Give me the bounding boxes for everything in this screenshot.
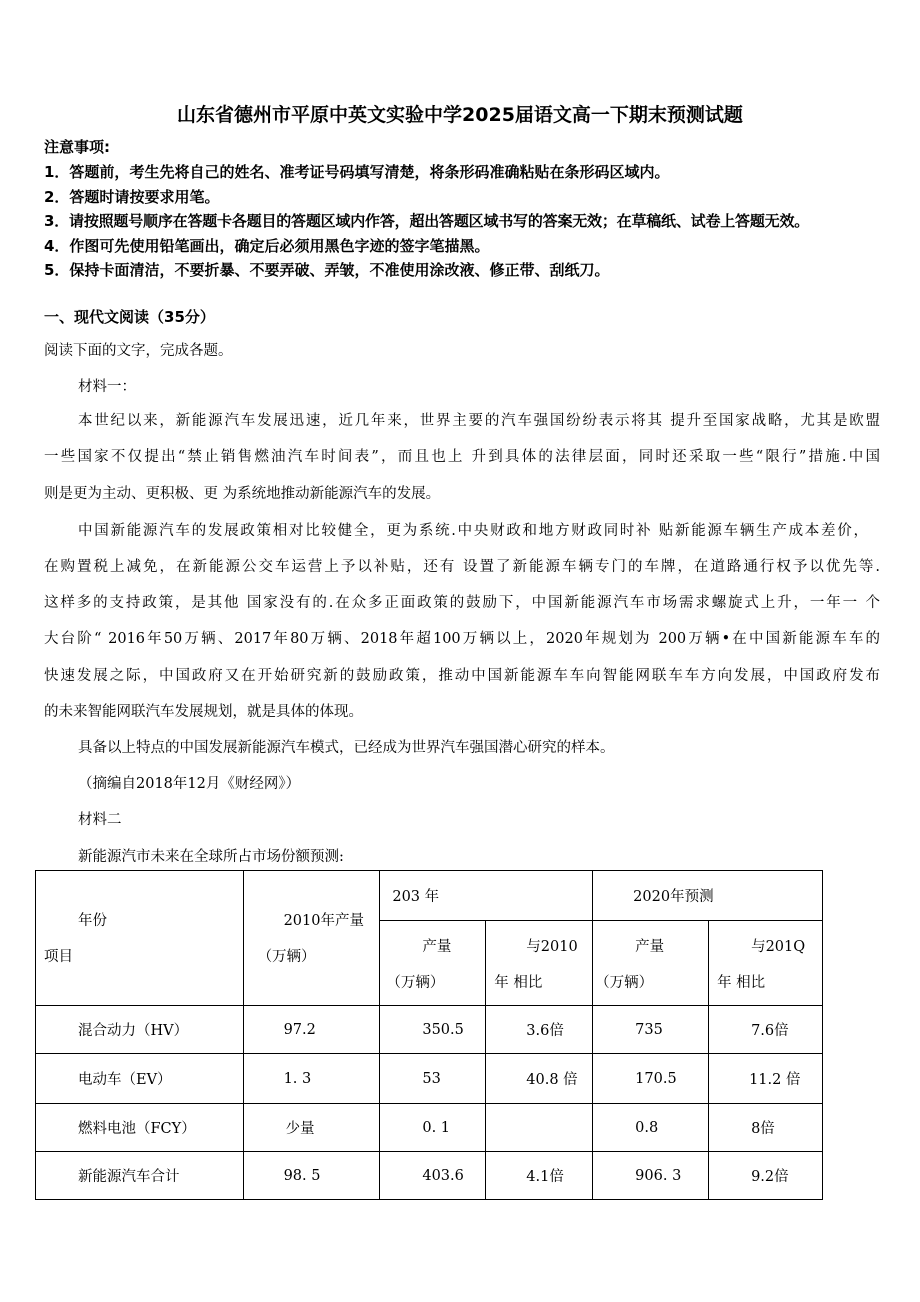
paragraph-line: 一些国家不仅提出“禁止销售燃油汽车时间表”，而且也上 升到具体的法律层面，同时还采取一些“限行”措施.中国 xyxy=(44,449,880,465)
source-citation: （摘编自2018年12月《财经网》） xyxy=(78,776,301,792)
notice-item: 5．保持卡面清洁，不要折暴、不要弄破、弄皱，不准使用涂改液、修正带、刮纸刀。 xyxy=(44,261,610,279)
group-a-label: 203 年 xyxy=(392,889,440,905)
paragraph-line: 具备以上特点的中国发展新能源汽车模式，已经成为世界汽车强国潜心研究的样本。 xyxy=(78,740,615,756)
header-2010-cell xyxy=(243,871,380,1006)
notice-item: 4．作图可先使用铅笔画出，确定后必须用黑色字迹的签字笔描黑。 xyxy=(44,237,490,255)
sub-output-a: 产量 （万辆） xyxy=(380,921,486,1006)
sub-ratio-a: 与2010 年 相比 xyxy=(486,921,593,1006)
paragraph-line: 在购置税上减免，在新能源公交车运营上予以补贴，还有 设置了新能源车辆专门的车牌，在道路通行权予以优先等. xyxy=(44,559,880,575)
paragraph-line: 本世纪以来，新能源汽车发展迅速，近几年来，世界主要的汽车强国纷纷表示将其 提升至国家战略，尤其是欧盟 xyxy=(78,413,880,429)
paragraph-line: 的未来智能网联汽车发展规划，就是具体的体现。 xyxy=(44,704,363,720)
notice-heading: 注意事项: xyxy=(44,138,110,156)
corner-item-label: 项目 xyxy=(44,949,73,965)
material-two-label: 材料二 xyxy=(78,812,122,828)
paragraph-line: 则是更为主动、更积极、更 为系统地推动新能源汽车的发展。 xyxy=(44,486,441,502)
table-caption: 新能源汽市未来在全球所占市场份额预测: xyxy=(78,849,344,865)
table-row: 燃料电池（FCY） 少量 0. 1 0.8 8倍 xyxy=(36,1104,823,1152)
paragraph-line: 这样多的支持政策，是其他 国家没有的.在众多正面政策的鼓励下，中国新能源汽车市场需求螺旋式上升，一年一 个 xyxy=(44,595,880,611)
table-row: 电动车（EV） 1. 3 53 40.8 倍 170.5 11.2 倍 xyxy=(36,1054,823,1104)
table-row: 混合动力（HV） 97.2 350.5 3.6倍 735 7.6倍 xyxy=(36,1006,823,1054)
material-one-label: 材料一： xyxy=(78,379,136,395)
market-share-table xyxy=(35,870,823,1200)
paragraph-line: 大台阶“ 2016年50万辆、2017年80万辆、2018年超100万辆以上，2020年规划为 200万辆•在中国新能源车车的 xyxy=(44,631,880,647)
section-instruction: 阅读下面的文字，完成各题。 xyxy=(44,343,233,359)
page-title: 山东省德州市平原中英文实验中学2025届语文高一下期末预测试题 xyxy=(177,104,743,126)
paragraph-line: 中国新能源汽车的发展政策相对比较健全，更为系统.中央财政和地方财政同时补 贴新能源车辆生产成本差价， xyxy=(78,523,868,539)
header-group-a xyxy=(380,871,593,921)
table-row: 新能源汽车合计 98. 5 403.6 4.1倍 906. 3 9.2倍 xyxy=(36,1152,823,1200)
notice-item: 2．答题时请按要求用笔。 xyxy=(44,188,220,206)
header-2010-unit: （万辆） xyxy=(257,949,316,965)
sub-ratio-b: 与201Q 年 相比 xyxy=(709,921,823,1006)
header-group-b xyxy=(593,871,823,921)
header-2010-label: 2010年产量 xyxy=(283,913,364,929)
notice-item: 1．答题前，考生先将自己的姓名、准考证号码填写清楚，将条形码准确粘贴在条形码区域内。 xyxy=(44,163,670,181)
table-corner-cell xyxy=(36,871,244,1006)
paragraph-line: 快速发展之际，中国政府又在开始研究新的鼓励政策，推动中国新能源车车向智能网联车车方向发展，中国政府发布 xyxy=(44,668,880,684)
corner-year-label: 年份 xyxy=(78,913,107,929)
notice-item: 3．请按照题号顺序在答题卡各题目的答题区域内作答，超出答题区域书写的答案无效；在草稿纸、试卷上答题无效。 xyxy=(44,212,810,230)
group-b-label: 2020年预测 xyxy=(633,889,714,905)
section-heading: 一、现代文阅读（35分） xyxy=(44,308,215,326)
sub-output-b: 产量 （万辆） xyxy=(593,921,709,1006)
